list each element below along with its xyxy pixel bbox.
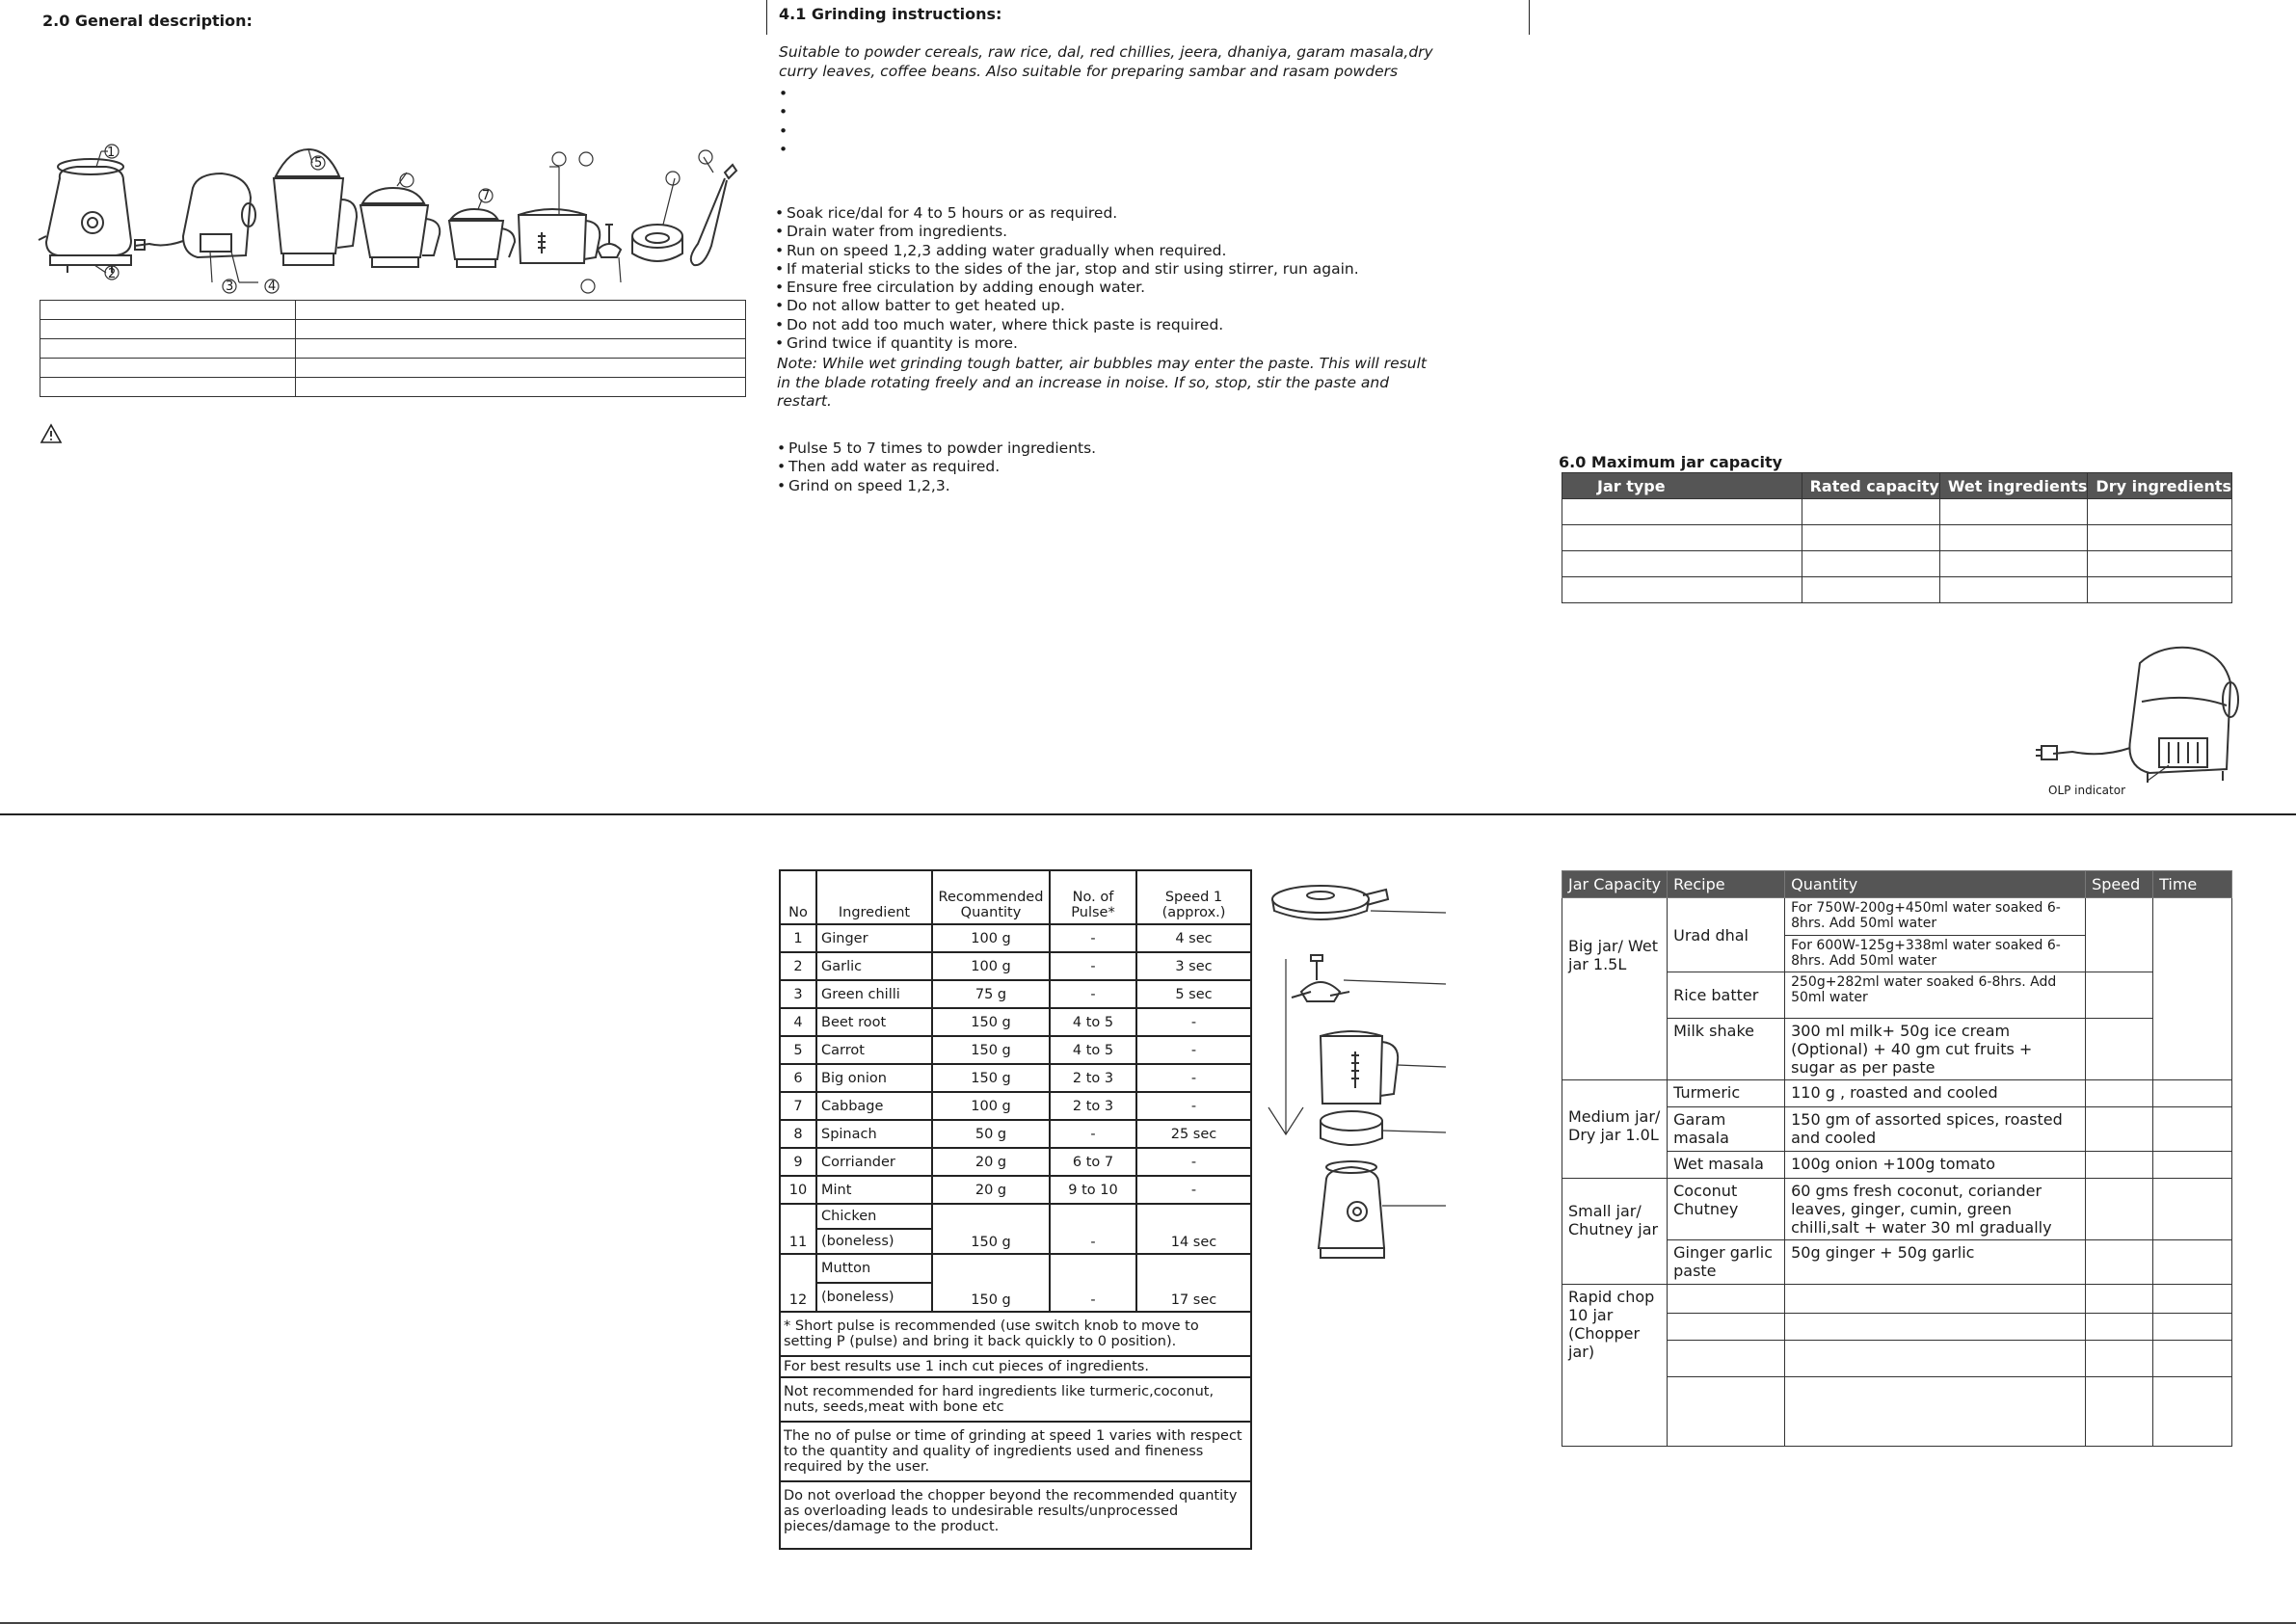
chopper-cell-ingredient: Mint [816, 1176, 932, 1204]
section-6-title: 6.0 Maximum jar capacity [1559, 453, 1783, 471]
jar-recipe-table [1562, 870, 2232, 1447]
small-jar-label: Small jar/ Chutney jar [1562, 1179, 1668, 1285]
chopper-cell-ingredient: Carrot [816, 1036, 932, 1064]
callout-4: 4 [268, 280, 277, 294]
chopper-cell-qty: 100 g [932, 924, 1050, 952]
header-quantity: Quantity [1785, 871, 2086, 898]
callout-5: 5 [314, 156, 323, 171]
wet-bullet: • Drain water from ingredients. [775, 223, 1488, 241]
chopper-cell-pulse: 2 to 3 [1050, 1064, 1136, 1092]
header-time: Time [2153, 871, 2232, 898]
wet-bullet: • Do not add too much water, where thick paste is required. [775, 316, 1488, 334]
chopper-cell-pulse: 9 to 10 [1050, 1176, 1136, 1204]
chopper-cell-qty: 100 g [932, 952, 1050, 980]
chopper-table-row [780, 952, 1251, 980]
chopper-cell-no: 4 [780, 1008, 816, 1036]
coupler-icon [632, 225, 682, 261]
chopper-table-row [780, 1036, 1251, 1064]
chopper-cell-no: 1 [780, 924, 816, 952]
wet-masala-qty: 100g onion +100g tomato [1785, 1152, 2086, 1179]
chopper-cell-ingredient: Garlic [816, 952, 932, 980]
chopper-cell-ingredient: Ginger [816, 924, 932, 952]
chutney-bullet: • Pulse 5 to 7 times to powder ingredients. [777, 439, 1096, 458]
wet-bullet: • Do not allow batter to get heated up. [775, 297, 1488, 315]
chopper-note-2: For best results use 1 inch cut pieces of ingredients. [780, 1356, 1251, 1377]
chopper-table-row [780, 1176, 1251, 1204]
header-wet-ingredients: Wet ingredients [1939, 473, 2088, 499]
chopper-cell-no: 2 [780, 952, 816, 980]
chopper-cell-pulse: - [1050, 1120, 1136, 1148]
callout-3: 3 [226, 280, 234, 294]
chopper-cell-qty: 50 g [932, 1120, 1050, 1148]
wet-bullet: • Run on speed 1,2,3 adding water gradually when required. [775, 242, 1488, 260]
chopper-cell-pulse: - [1050, 952, 1136, 980]
chopper-cell-speed: - [1136, 1064, 1251, 1092]
coconut-chutney-label: Coconut Chutney [1668, 1179, 1785, 1240]
chopper-cell-qty: 20 g [932, 1148, 1050, 1176]
header-jar-type: Jar type [1562, 473, 1802, 499]
chopper-cell-pulse: 2 to 3 [1050, 1092, 1136, 1120]
callout-1: 1 [107, 146, 116, 160]
row-11-no: 11 [780, 1204, 816, 1254]
chopper-cell-ingredient: Green chilli [816, 980, 932, 1008]
chopper-table-row [780, 980, 1251, 1008]
chopper-note-1: * Short pulse is recommended (use switch knob to move to setting P (pulse) and bring it back quickly to 0 position). [780, 1312, 1251, 1356]
header-no-of-pulse: No. of Pulse* [1050, 870, 1136, 924]
row-11-ingredient-1: Chicken [816, 1204, 932, 1229]
chopper-cell-qty: 75 g [932, 980, 1050, 1008]
chopper-cell-ingredient: Cabbage [816, 1092, 932, 1120]
chopper-cell-pulse: 6 to 7 [1050, 1148, 1136, 1176]
header-rated-capacity: Rated capacity [1802, 473, 1939, 499]
chopper-cell-no: 7 [780, 1092, 816, 1120]
garam-masala-label: Garam masala [1668, 1107, 1785, 1152]
row-12-speed: 17 sec [1136, 1254, 1251, 1312]
column-divider-left [766, 0, 767, 35]
chopper-cell-qty: 20 g [932, 1176, 1050, 1204]
row-11-ingredient-2: (boneless) [816, 1229, 932, 1254]
chopper-cell-qty: 150 g [932, 1064, 1050, 1092]
section-4-1-title: 4.1 Grinding instructions: [779, 5, 1002, 23]
chopper-cell-pulse: - [1050, 924, 1136, 952]
warning-icon [40, 424, 62, 443]
wet-bullet: • Soak rice/dal for 4 to 5 hours or as required. [775, 204, 1488, 223]
chopper-cell-speed: - [1136, 1008, 1251, 1036]
chopper-cell-ingredient: Big onion [816, 1064, 932, 1092]
fold-line [0, 813, 2296, 815]
chopper-cell-speed: - [1136, 1176, 1251, 1204]
callout-2: 2 [108, 267, 117, 281]
chopper-jar-icon [519, 209, 600, 263]
chopper-cell-qty: 100 g [932, 1092, 1050, 1120]
row-12-ingredient-2: (boneless) [816, 1283, 932, 1312]
empty-bullet-list [779, 85, 790, 159]
olp-indicator-label: OLP indicator [2048, 784, 2126, 797]
max-jar-capacity-table [1562, 472, 2232, 603]
urad-dhal-label: Urad dhal [1668, 898, 1785, 972]
milk-shake-qty: 300 ml milk+ 50g ice cream (Optional) + 40 gm cut fruits + sugar as per paste [1785, 1019, 2086, 1080]
rapid-chop-label: Rapid chop 10 jar (Chopper jar) [1562, 1285, 1668, 1447]
row-12-pulse: - [1050, 1254, 1136, 1312]
chopper-cell-speed: - [1136, 1036, 1251, 1064]
chopper-table-row [780, 1148, 1251, 1176]
chutney-bullet: • Grind on speed 1,2,3. [777, 477, 1096, 495]
chopper-cell-pulse: - [1050, 980, 1136, 1008]
row-12-ingredient-1: Mutton [816, 1254, 932, 1283]
turmeric-label: Turmeric [1668, 1080, 1785, 1107]
dry-grinding-intro: Suitable to powder cereals, raw rice, dal, red chillies, jeera, dhaniya, garam masala,dry curry leaves, coffee beans. Also suitable for preparing sambar and rasam powders [779, 43, 1433, 80]
urad-dhal-qty-600: For 600W-125g+338ml water soaked 6-8hrs. Add 50ml water [1785, 936, 2086, 972]
urad-dhal-qty-750: For 750W-200g+450ml water soaked 6-8hrs. Add 50ml water [1785, 898, 2086, 936]
chopper-cell-speed: - [1136, 1092, 1251, 1120]
header-dry-ingredients: Dry ingredients [2088, 473, 2232, 499]
olp-motor-illustration [2034, 644, 2236, 788]
chopper-cell-ingredient: Spinach [816, 1120, 932, 1148]
chutney-bullets [777, 439, 1096, 495]
motor-unit-back-icon [135, 173, 255, 257]
wet-bullet: • If material sticks to the sides of the jar, stop and stir using stirrer, run again. [775, 260, 1488, 279]
header-speed: Speed [2086, 871, 2153, 898]
motor-unit-icon [39, 159, 131, 273]
chopper-cell-no: 10 [780, 1176, 816, 1204]
wet-grinding-note: Note: While wet grinding tough batter, air bubbles may enter the paste. This will result in the blade rotating freely and an increase in noise. If so, stop, stir the paste and restart. [777, 355, 1427, 410]
chopper-note-4: The no of pulse or time of grinding at speed 1 varies with respect to the quantity and quality of ingredients used and fineness required by the user. [780, 1422, 1251, 1481]
chopper-cell-pulse: 4 to 5 [1050, 1036, 1136, 1064]
row-12-no: 12 [780, 1254, 816, 1312]
chopper-cell-no: 5 [780, 1036, 816, 1064]
chopper-cell-ingredient: Beet root [816, 1008, 932, 1036]
chopper-table-row [780, 924, 1251, 952]
chopper-cell-speed: 3 sec [1136, 952, 1251, 980]
chopper-cell-no: 6 [780, 1064, 816, 1092]
chopper-cell-qty: 150 g [932, 1008, 1050, 1036]
chopper-cell-speed: 25 sec [1136, 1120, 1251, 1148]
chopper-cell-speed: 5 sec [1136, 980, 1251, 1008]
general-description-table [40, 300, 746, 397]
chopper-cell-ingredient: Corriander [816, 1148, 932, 1176]
chopper-cell-pulse: 4 to 5 [1050, 1008, 1136, 1036]
blade-assembly-icon [598, 225, 621, 257]
turmeric-qty: 110 g , roasted and cooled [1785, 1080, 2086, 1107]
chopper-table-row [780, 1008, 1251, 1036]
header-no: No [780, 870, 816, 924]
rice-batter-label: Rice batter [1668, 972, 1785, 1019]
ginger-garlic-qty: 50g ginger + 50g garlic [1785, 1240, 2086, 1285]
chopper-cell-speed: 4 sec [1136, 924, 1251, 952]
section-2-title: 2.0 General description: [42, 12, 253, 30]
big-jar-label: Big jar/ Wet jar 1.5L [1562, 898, 1668, 1080]
spatula-icon [691, 165, 736, 265]
ginger-garlic-label: Ginger garlic paste [1668, 1240, 1785, 1285]
chopper-cell-no: 3 [780, 980, 816, 1008]
row-12-qty: 150 g [932, 1254, 1050, 1312]
rice-batter-qty: 250g+282ml water soaked 6-8hrs. Add 50ml water [1785, 972, 2086, 1019]
chopper-cell-qty: 150 g [932, 1036, 1050, 1064]
header-ingredient: Ingredient [816, 870, 932, 924]
column-divider-right [1529, 0, 1530, 35]
chopper-cell-no: 9 [780, 1148, 816, 1176]
milk-shake-label: Milk shake [1668, 1019, 1785, 1080]
medium-jar-icon [360, 188, 440, 267]
chopper-table-row [780, 1120, 1251, 1148]
chopper-assembly-illustration [1263, 872, 1455, 1277]
row-11-pulse: - [1050, 1204, 1136, 1254]
chopper-note-5: Do not overload the chopper beyond the recommended quantity as overloading leads to undesirable results/unprocessed pieces/damage to the product. [780, 1481, 1251, 1549]
chopper-cell-speed: - [1136, 1148, 1251, 1176]
header-speed-1: Speed 1 (approx.) [1136, 870, 1251, 924]
header-recipe: Recipe [1668, 871, 1785, 898]
chopper-table-row [780, 1064, 1251, 1092]
medium-jar-label: Medium jar/ Dry jar 1.0L [1562, 1080, 1668, 1179]
wet-bullet: • Grind twice if quantity is more. [775, 334, 1488, 353]
header-recommended-quantity: Recommended Quantity [932, 870, 1050, 924]
chopper-table-row [780, 1092, 1251, 1120]
chopper-note-3: Not recommended for hard ingredients like turmeric,coconut, nuts, seeds,meat with bone etc [780, 1377, 1251, 1422]
small-jar-icon [449, 209, 515, 267]
wet-bullet: • Ensure free circulation by adding enough water. [775, 279, 1488, 297]
callout-7: 7 [482, 189, 491, 203]
general-description-illustration [39, 140, 752, 299]
wet-grinding-bullets [775, 204, 1488, 353]
chutney-bullet: • Then add water as required. [777, 458, 1096, 476]
garam-masala-qty: 150 gm of assorted spices, roasted and cooled [1785, 1107, 2086, 1152]
header-jar-capacity: Jar Capacity [1562, 871, 1668, 898]
row-11-speed: 14 sec [1136, 1204, 1251, 1254]
row-11-qty: 150 g [932, 1204, 1050, 1254]
wet-masala-label: Wet masala [1668, 1152, 1785, 1179]
coconut-chutney-qty: 60 gms fresh coconut, coriander leaves, ginger, cumin, green chilli,salt + water 30 ml gradually [1785, 1179, 2086, 1240]
chopper-cell-no: 8 [780, 1120, 816, 1148]
chopper-recipe-table [779, 869, 1252, 1550]
